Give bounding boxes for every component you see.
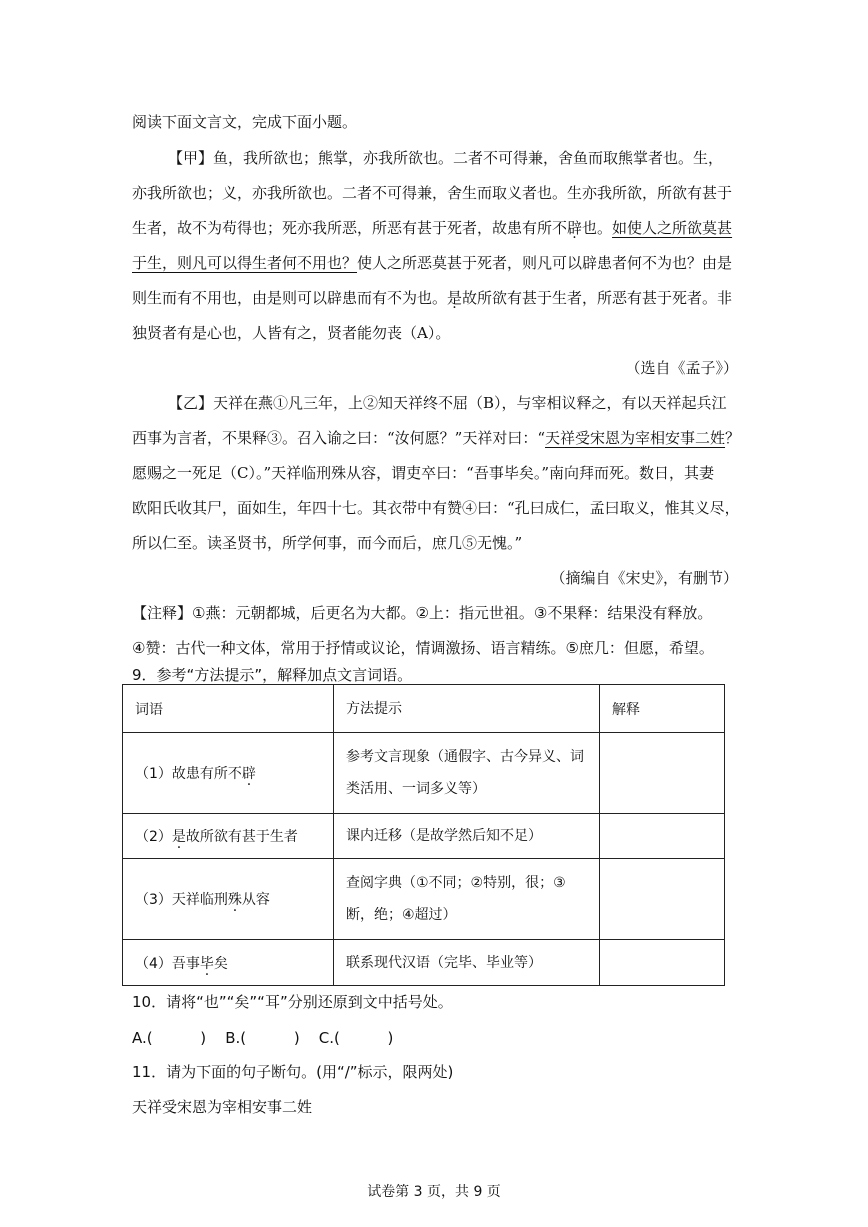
hint-cell: 查阅字典（①不同；②特别，很；③断，绝；④超过） [334,859,600,940]
jia-line-6: 独贤者有是心也，人皆有之，贤者能勿丧（A）。 [132,324,451,342]
hint-cell: 联系现代汉语（完毕、毕业等） [334,940,600,986]
notes-line-1: 【注释】①燕：元朝都城，后更名为大都。②上：指元世祖。③不果释：结果没有释放。 [132,604,713,622]
table-row [123,940,725,986]
jia-line-4: 于生，则凡可以得生者何不用也？使人之所恶莫甚于死者，则凡可以辟患者何不为也？由是 [132,254,733,272]
jia-line-5: 则生而有不用也，由是则可以辟患而有不为也。是故所欲有甚于生者，所恶有甚于死者。非 [132,289,733,307]
underlined-sentence: 如使人之所欲莫甚 [612,219,733,237]
answer-cell[interactable] [600,733,725,814]
yi-line-2: 西事为言者，不果释③。召入谕之曰：“汝何愿？”天祥对曰：“天祥受宋恩为宰相安事二姓？ [132,429,741,447]
table-row [123,733,725,814]
jia-source: （选自《孟子》） [625,359,738,377]
q10-blanks[interactable]: A.( ) B.( ) C.( ) [132,1029,394,1047]
emphasis-dot-shi: 是 [447,289,463,307]
header-cell: 方法提示 [334,685,600,733]
answer-cell[interactable] [600,814,725,859]
notes-line-2: ④赞：古代一种文体，常用于抒情或议论，情调激扬、语言精练。⑤庶几：但愿，希望。 [132,639,714,657]
yi-line-1: 【乙】天祥在燕①凡三年，上②知天祥终不屈（B），与宰相议释之，有以天祥起兵江 [168,394,727,412]
header-cell: 解释 [600,685,725,733]
q11-sentence: 天祥受宋恩为宰相安事二姓 [132,1098,313,1116]
answer-cell[interactable] [600,859,725,940]
underlined-sentence-yi: 天祥受宋恩为宰相安事二姓 [545,429,726,447]
table-row [123,814,725,859]
word-cell: （3）天祥临刑殊从容 [123,859,334,940]
yi-line-5: 所以仁至。读圣贤书，所学何事，而今而后，庶几⑤无愧。” [132,534,523,552]
underlined-sentence-cont: 于生，则凡可以得生者何不用也？ [132,254,358,272]
yi-line-4: 欧阳氏收其尸，面如生，年四十七。其衣带中有赞④曰：“孔曰成仁，孟曰取义，惟其义尽， [132,499,740,517]
header-cell: 词语 [123,685,334,733]
word-cell: （2）是故所欲有甚于生者 [123,814,334,859]
emphasis-dot-bi: 辟 [567,219,583,237]
q10-stem: 10．请将“也”“矣”“耳”分别还原到文中括号处。 [132,993,453,1011]
yi-line-3: 愿赐之一死足（C）。”天祥临刑殊从容，谓吏卒曰：“吾事毕矣。”南向拜而死。数日，其妻 [132,464,714,482]
jia-line-2: 亦我所欲也；义，亦我所欲也。二者不可得兼，舍生而取义者也。生亦我所欲，所欲有甚于 [132,184,733,202]
word-cell: （4）吾事毕矣 [123,940,334,986]
jia-line-3: 生者，故不为苟得也；死亦我所恶，所恶有甚于死者，故患有所不辟也。如使人之所欲莫甚 [132,219,733,237]
table-row [123,859,725,940]
word-cell: （1）故患有所不辟 [123,733,334,814]
page-footer: 试卷第 3 页，共 9 页 [367,1184,501,1200]
q9-table [122,684,725,986]
q11-stem: 11．请为下面的句子断句。(用“/”标示，限两处) [132,1063,454,1081]
q9-stem: 9．参考“方法提示”，解释加点文言词语。 [132,666,413,684]
hint-cell: 参考文言现象（通假字、古今异义、词类活用、一词多义等） [334,733,600,814]
hint-cell: 课内迁移（是故学然后知不足） [334,814,600,859]
yi-source: （摘编自《宋史》，有删节） [550,569,738,587]
intro-text: 阅读下面文言文，完成下面小题。 [132,113,358,131]
table-header-row [123,685,725,733]
jia-line-1: 【甲】鱼，我所欲也；熊掌，亦我所欲也。二者不可得兼，舍鱼而取熊掌者也。生， [168,149,724,167]
answer-cell[interactable] [600,940,725,986]
